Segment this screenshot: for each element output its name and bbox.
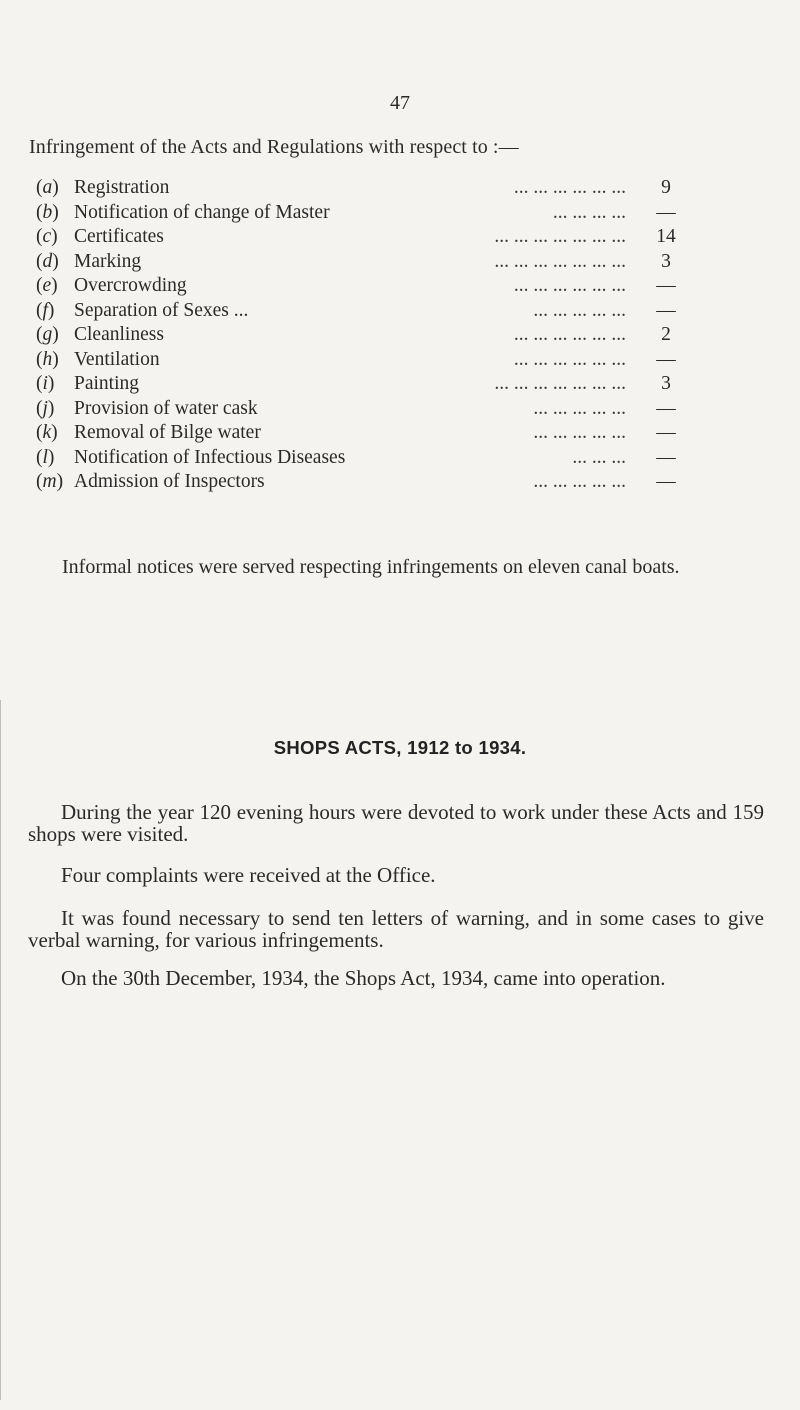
infringement-key: (i): [36, 373, 55, 394]
leader-dots: ... ... ... ... ...: [533, 471, 626, 492]
infringement-key: (b): [36, 201, 59, 223]
infringement-row: [36, 348, 686, 373]
infringement-row: [36, 176, 686, 201]
informal-notices-note: Informal notices were served respecting infringements on eleven canal boats.: [62, 556, 680, 578]
leader-dots: ... ... ... ... ...: [533, 422, 626, 443]
infringement-count: —: [656, 299, 676, 321]
infringement-label: Marking: [74, 250, 142, 272]
infringement-key-letter: g: [42, 324, 53, 345]
infringement-row: [36, 274, 686, 299]
leader-dots: ... ... ... ... ... ...: [513, 275, 626, 296]
infringements-intro: Infringement of the Acts and Regulations with respect to :—: [29, 136, 519, 158]
infringement-key: (c): [36, 226, 58, 247]
infringement-key: (l): [36, 446, 55, 468]
infringement-row: [36, 201, 686, 226]
infringement-count: 14: [656, 226, 676, 247]
infringement-label: Provision of water cask: [74, 397, 258, 419]
infringement-row: [36, 397, 686, 422]
infringement-label: Notification of change of Master: [74, 201, 330, 223]
infringement-label: Notification of Infectious Diseases: [74, 446, 346, 468]
infringement-label: Cleanliness: [74, 324, 164, 345]
section-title: SHOPS ACTS, 1912 to 1934.: [273, 737, 527, 758]
leader-dots: ... ... ... ... ... ...: [513, 324, 626, 345]
leader-dots: ... ... ...: [572, 446, 626, 468]
infringement-label: Removal of Bilge water: [74, 422, 261, 443]
infringement-count: —: [656, 422, 676, 443]
infringement-key: (f): [36, 299, 55, 321]
leader-dots: ... ... ... ... ... ...: [513, 177, 626, 198]
infringements-list: [36, 176, 686, 495]
infringement-key-letter: i: [42, 373, 48, 394]
infringement-key: (h): [36, 348, 59, 370]
paragraph-shops-act: On the 30th December, 1934, the Shops Act, 1934, came into operation.: [61, 966, 666, 990]
infringement-count: —: [656, 446, 676, 468]
infringement-count: —: [656, 471, 676, 492]
infringement-row: [36, 470, 686, 495]
infringement-key-letter: k: [42, 422, 52, 443]
page-edge-shadow: [0, 700, 1, 1400]
paragraph-evening-hours: During the year 120 evening hours were devoted to work under these Acts and 159 shops were visited.: [28, 800, 764, 846]
infringement-label: Registration: [74, 177, 170, 198]
infringement-key: (a): [36, 177, 59, 198]
infringement-row: [36, 323, 686, 348]
infringement-row: [36, 299, 686, 324]
paragraph-complaints: Four complaints were received at the Office.: [61, 863, 436, 887]
page-number: 47: [390, 92, 410, 114]
leader-dots: ... ... ... ... ... ... ...: [494, 226, 626, 247]
infringement-key: (m): [36, 471, 64, 492]
infringement-key-letter: b: [42, 201, 53, 223]
leader-dots: ... ... ... ... ...: [533, 299, 626, 321]
leader-dots: ... ... ... ... ...: [533, 397, 626, 419]
infringement-count: 9: [661, 177, 671, 198]
infringement-key-letter: l: [42, 446, 48, 468]
infringement-label: Certificates: [74, 226, 164, 247]
infringement-key-letter: j: [42, 397, 48, 419]
infringement-key-letter: m: [42, 471, 57, 492]
paragraph-warnings: It was found necessary to send ten letters of warning, and in some cases to give verbal warning, for various infringements.: [28, 906, 764, 952]
infringement-count: —: [656, 201, 676, 223]
infringement-count: 3: [661, 373, 671, 394]
infringement-key: (k): [36, 422, 58, 443]
infringement-key-letter: c: [42, 226, 52, 247]
infringement-count: —: [656, 348, 676, 370]
leader-dots: ... ... ... ... ... ... ...: [494, 373, 626, 394]
infringement-key-letter: d: [42, 250, 53, 272]
leader-dots: ... ... ... ... ... ...: [513, 348, 626, 370]
infringement-key-letter: f: [42, 299, 48, 321]
infringement-row: [36, 372, 686, 397]
infringement-count: 3: [661, 250, 671, 272]
infringement-row: [36, 446, 686, 471]
infringement-label: Overcrowding: [74, 275, 187, 296]
infringement-row: [36, 421, 686, 446]
infringement-count: 2: [661, 324, 671, 345]
infringement-label: Admission of Inspectors: [74, 471, 265, 492]
infringement-label: Separation of Sexes ...: [74, 299, 249, 321]
infringement-key-letter: h: [42, 348, 53, 370]
infringement-row: [36, 225, 686, 250]
leader-dots: ... ... ... ... ... ... ...: [494, 250, 626, 272]
infringement-key-letter: e: [42, 275, 52, 296]
infringement-label: Painting: [74, 373, 140, 394]
infringement-key: (d): [36, 250, 59, 272]
infringement-key: (j): [36, 397, 55, 419]
infringement-count: —: [656, 397, 676, 419]
infringement-key: (g): [36, 324, 59, 345]
infringement-key: (e): [36, 275, 58, 296]
infringement-key-letter: a: [42, 177, 53, 198]
infringement-count: —: [656, 275, 676, 296]
infringement-label: Ventilation: [74, 348, 160, 370]
infringement-row: [36, 250, 686, 275]
leader-dots: ... ... ... ...: [552, 201, 626, 223]
